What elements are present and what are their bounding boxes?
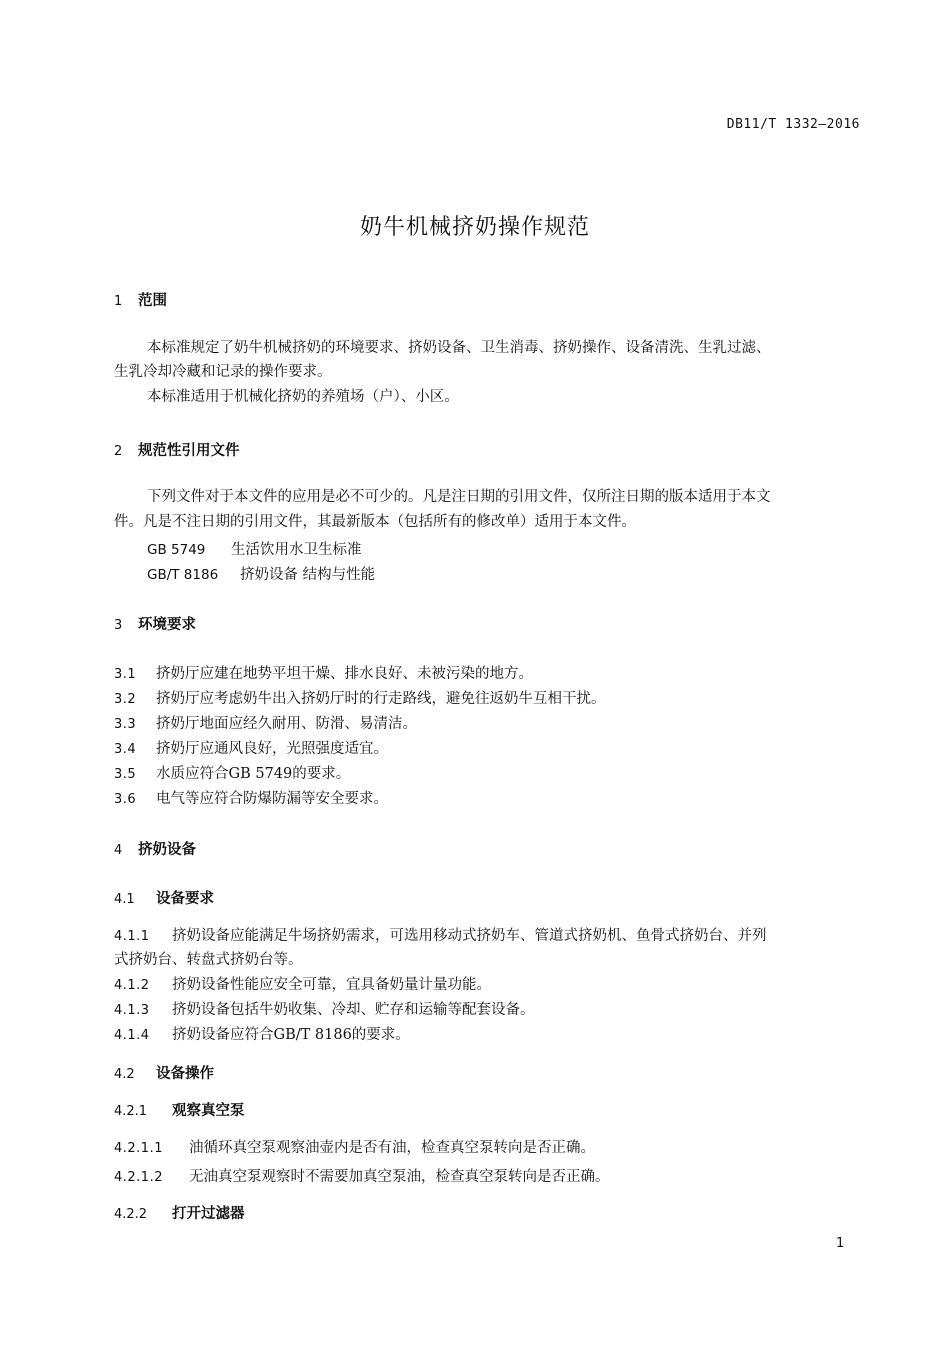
clause-number: 3.2 (114, 692, 137, 707)
clause-item (114, 1136, 595, 1157)
subsection-4-2-2-heading (114, 1202, 245, 1223)
clause-text: 挤奶厅应建在地势平坦干燥、排水良好、未被污染的地方。 (156, 666, 533, 682)
clause-item (114, 737, 388, 758)
reference-code: GB/T 8186 (147, 567, 219, 583)
section-title: 规范性引用文件 (138, 443, 240, 459)
clause-item (114, 973, 491, 994)
subsection-title: 设备操作 (156, 1066, 214, 1082)
reference-item (147, 563, 375, 584)
section-2-heading (114, 439, 240, 460)
subsection-title: 观察真空泵 (172, 1103, 245, 1119)
page-title: 奶牛机械挤奶操作规范 (359, 215, 590, 240)
paragraph: 本标准适用于机械化挤奶的养殖场（户）、小区。 (147, 389, 459, 405)
clause-number: 4.1.1 (114, 929, 150, 944)
paragraph-continued: 生乳冷却冷藏和记录的操作要求。 (114, 364, 332, 380)
clause-text: 挤奶设备应符合GB/T 8186的要求。 (172, 1027, 410, 1043)
clause-text: 电气等应符合防爆防漏等安全要求。 (156, 791, 388, 807)
section-title: 挤奶设备 (138, 842, 196, 858)
reference-name: 挤奶设备 结构与性能 (240, 567, 376, 583)
clause-item (114, 712, 417, 733)
clause-text: 油循环真空泵观察油壶内是否有油，检查真空泵转向是否正确。 (189, 1140, 595, 1156)
subsection-4-2-heading (114, 1062, 214, 1083)
clause-item (114, 924, 767, 945)
section-1-heading (114, 289, 167, 310)
clause-number: 4.2.1.2 (114, 1170, 163, 1185)
clause-number: 4.1.2 (114, 978, 150, 993)
clause-number: 3.4 (114, 742, 137, 757)
clause-continued: 式挤奶台、转盘式挤奶台等。 (114, 952, 303, 968)
page-number: 1 (836, 1236, 845, 1251)
clause-number: 3.5 (114, 767, 137, 782)
document-number: DB11/T 1332—2016 (726, 117, 860, 132)
clause-number: 4.1.3 (114, 1003, 150, 1018)
clause-number: 4.2.1.1 (114, 1141, 163, 1156)
clause-item (114, 662, 533, 683)
paragraph: 下列文件对于本文件的应用是必不可少的。凡是注日期的引用文件，仅所注日期的版本适用于本文 (147, 489, 771, 505)
section-number: 2 (114, 444, 123, 459)
clause-text: 水质应符合GB 5749的要求。 (156, 766, 351, 782)
clause-text: 挤奶厅应考虑奶牛出入挤奶厅时的行走路线，避免往返奶牛互相干扰。 (156, 691, 606, 707)
clause-text: 挤奶设备应能满足牛场挤奶需求，可选用移动式挤奶车、管道式挤奶机、鱼骨式挤奶台、并列 (172, 928, 767, 944)
clause-number: 4.1.4 (114, 1028, 150, 1043)
clause-text: 挤奶设备包括牛奶收集、冷却、贮存和运输等配套设备。 (172, 1002, 535, 1018)
subsection-title: 打开过滤器 (172, 1206, 245, 1222)
paragraph-continued: 件。凡是不注日期的引用文件，其最新版本（包括所有的修改单）适用于本文件。 (114, 514, 636, 530)
clause-text: 挤奶厅应通风良好，光照强度适宜。 (156, 741, 388, 757)
subsection-number: 4.2.2 (114, 1207, 148, 1222)
clause-text: 挤奶设备性能应安全可靠，宜具备奶量计量功能。 (172, 977, 491, 993)
clause-number: 3.1 (114, 667, 137, 682)
paragraph: 本标准规定了奶牛机械挤奶的环境要求、挤奶设备、卫生消毒、挤奶操作、设备清洗、生乳过滤、 (147, 340, 771, 356)
clause-number: 3.3 (114, 717, 137, 732)
reference-name: 生活饮用水卫生标准 (231, 542, 362, 558)
clause-item (114, 1165, 610, 1186)
section-3-heading (114, 613, 196, 634)
clause-item (114, 998, 535, 1019)
clause-text: 挤奶厅地面应经久耐用、防滑、易清洁。 (156, 716, 417, 732)
section-title: 环境要求 (138, 617, 196, 633)
subsection-title: 设备要求 (156, 891, 214, 907)
clause-item (114, 787, 388, 808)
section-number: 1 (114, 294, 123, 309)
section-number: 4 (114, 843, 123, 858)
clause-item (114, 687, 606, 708)
subsection-number: 4.2 (114, 1067, 135, 1082)
clause-item (114, 1023, 410, 1044)
clause-text: 无油真空泵观察时不需要加真空泵油，检查真空泵转向是否正确。 (189, 1169, 610, 1185)
subsection-number: 4.1 (114, 892, 135, 907)
section-number: 3 (114, 618, 123, 633)
section-title: 范围 (138, 293, 167, 309)
reference-item (147, 538, 362, 559)
subsection-number: 4.2.1 (114, 1104, 148, 1119)
subsection-4-2-1-heading (114, 1099, 245, 1120)
clause-number: 3.6 (114, 792, 137, 807)
subsection-4-1-heading (114, 887, 214, 908)
clause-item (114, 762, 350, 783)
reference-code: GB 5749 (147, 542, 206, 558)
section-4-heading (114, 838, 196, 859)
